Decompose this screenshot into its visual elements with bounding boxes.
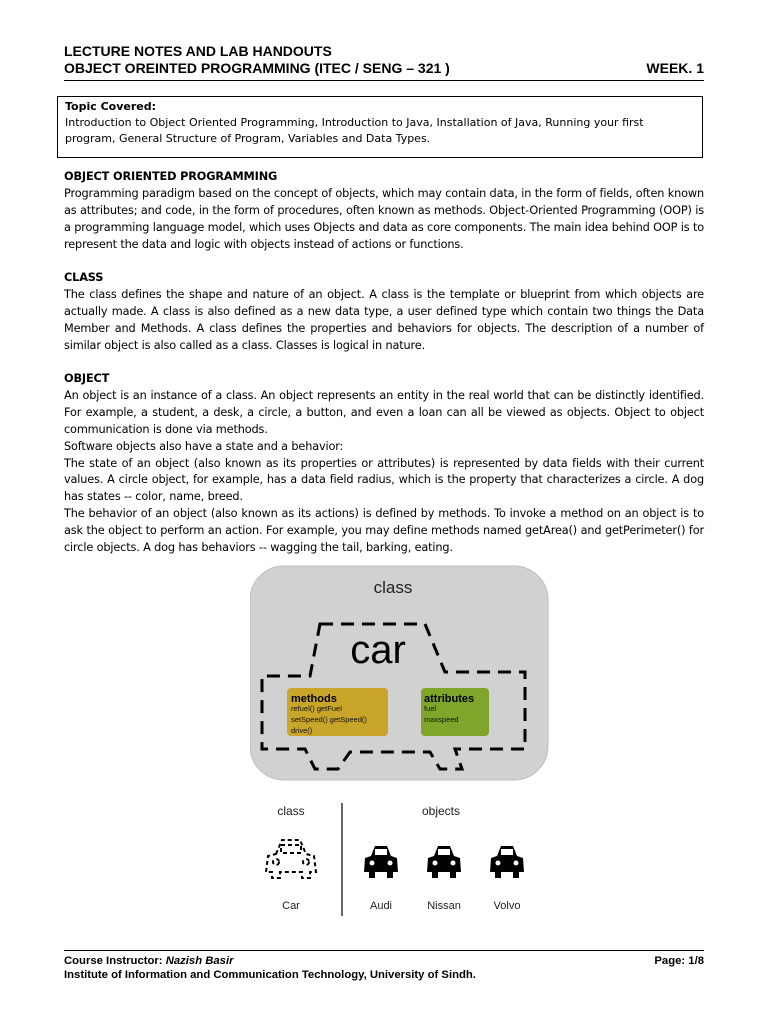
footer-instructor <box>64 954 704 968</box>
footer-rule <box>64 950 704 951</box>
car-icon <box>427 846 461 878</box>
dashed-car-icon <box>266 840 316 878</box>
week-label: WEEK. 1 <box>646 60 704 76</box>
paragraph: An object is an instance of a class. An object represents an entity in the real world that can be distinctly identified. For example, a student, a desk, a circle, a button, and even a loan can all be viewed as objects. Object to object communication is done via methods. <box>64 388 704 436</box>
paragraph: The behavior of an object (also known as its actions) is defined by methods. To invoke a method on an object is to ask the object to perform an action. For example, you may define methods named getArea() and getPerimeter() for circle objects. A dog has behaviors -- wagging the tail, barking, eating. <box>64 507 704 555</box>
paragraph: The state of an object (also known as its properties or attributes) is represented by data fields with their current values. A circle object, for example, has a data field radius, which is the property that characterizes a circle. A dog has states -- color, name, breed. <box>64 456 704 504</box>
attributes-title: attributes <box>424 693 475 705</box>
paragraph: Programming paradigm based on the concept of objects, which may contain data, in the form of fields, often known as attributes; and code, in the form of procedures, often known as methods. Object-Oriented Programming (OOP) is a programming language model, which uses Objects and data as core components. The main idea behind OOP is to represent the data and logic with objects instead of actions or functions. <box>64 186 704 251</box>
class-car-label: Car <box>282 900 300 912</box>
objects-title: objects <box>421 804 461 818</box>
topic-box <box>57 96 703 158</box>
car-icon <box>490 846 524 878</box>
topic-title: Topic Covered: <box>65 100 157 113</box>
object-label: Nissan <box>427 900 461 912</box>
methods-line: drive() <box>291 726 313 735</box>
header-course <box>64 60 704 77</box>
car-icon <box>364 846 398 878</box>
attributes-line: fuel <box>424 704 437 713</box>
paragraph: Software objects also have a state and a behavior: <box>64 439 344 453</box>
class-objects-diagram <box>250 800 550 920</box>
section-class <box>64 270 704 355</box>
methods-title: methods <box>291 693 337 705</box>
section-object <box>64 371 704 557</box>
object-label: Audi <box>369 900 393 912</box>
section-oop <box>64 169 704 254</box>
topic-text: Introduction to Object Oriented Programming, Introduction to Java, Installation of Java, Running your first program, General Structure of Program, Variables and Data Types. <box>65 116 644 145</box>
section-title: OBJECT <box>64 372 110 385</box>
section-title: CLASS <box>64 271 104 284</box>
instructor-name: Nazish Basir <box>165 955 234 967</box>
attributes-line: maxspeed <box>424 715 459 724</box>
footer-institute: Institute of Information and Communication Technology, University of Sindh. <box>64 969 476 981</box>
methods-line: refuel() getFuel <box>291 704 342 713</box>
car-label: car <box>350 628 406 672</box>
class-label: class <box>373 578 413 597</box>
class-car-diagram <box>250 564 550 782</box>
instructor-label: Course Instructor: <box>64 955 163 967</box>
header-rule <box>64 80 704 81</box>
course-title: OBJECT OREINTED PROGRAMMING (ITEC / SENG – 321 ) <box>64 60 450 76</box>
class-title: class <box>277 804 305 818</box>
paragraph: The class defines the shape and nature of an object. A class is the template or blueprint from which objects are actually made. A class is also defined as a new data type, a user defined type which contain two things the Data Member and Methods. A class defines the properties and behaviors for objects. The description of a number of similar object is also called as a class. Classes is logical in nature. <box>64 287 704 352</box>
methods-line: setSpeed() getSpeed() <box>291 715 367 724</box>
section-title: OBJECT ORIENTED PROGRAMMING <box>64 170 278 183</box>
object-label: Volvo <box>493 900 521 912</box>
page-number: Page: 1/8 <box>654 955 704 967</box>
header-title: LECTURE NOTES AND LAB HANDOUTS <box>64 43 332 59</box>
